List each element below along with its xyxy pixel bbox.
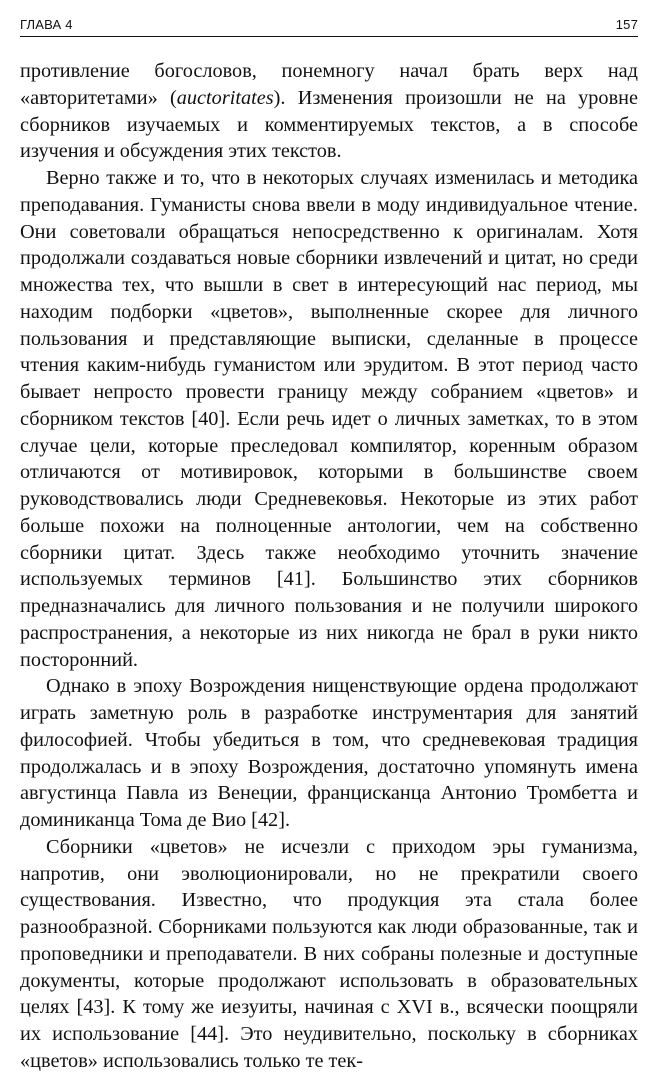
latin-term: auctoritates [176, 86, 274, 109]
paragraph-1-text-a: противление богословов, понемногу начал брать верх над «авторитетами» ( [20, 60, 638, 109]
paragraph-2: Верно также и то, что в некоторых случаях изменилась и методика преподавания. Гуманисты снова ввели в моду индивидуальное чтение. Они советовали обращаться непосредственно к оригиналам. Хотя продолжали создаваться новые сборники извлечений и цитат, но среди множества тех, что вышли в свет в интересующий нас период, мы находим подборки «цветов», выполненные скорее для личного пользования и представляющие выписки, сделанные в процессе чтения каким-нибудь гуманистом или эрудитом. В этот период часто бывает непросто провести границу между собранием «цветов» и сборником текстов [40]. Если речь идет о личных заметках, то в этом случае цели, которые преследовал компилятор, коренным образом отличаются от мотивировок, которыми в большинстве своем руководствовались люди Средневековья. Некоторые из этих работ больше похожи на полноценные антологии, чем на собственно сборники цитат. Здесь также необходимо уточнить значение используемых терминов [41]. Большинство этих сборников предназначались для личного пользования и не получили широкого распространения, а некоторые из них никогда не брал в руки никто посторонний. [20, 167, 638, 671]
paragraph-1 [20, 58, 638, 165]
body-text [20, 58, 638, 1075]
page-number: 157 [615, 17, 638, 32]
paragraph-3: Однако в эпоху Возрождения нищенствующие ордена продолжают играть заметную роль в разработке инструментария для занятий философией. Чтобы убедиться в том, что средневековая традиция продолжалась и в эпоху Возрождения, достаточно упомянуть имена августинца Павла из Венеции, францисканца Антонио Тромбетта и доминиканца Тома де Вио [42]. [20, 675, 638, 831]
running-head [20, 6, 638, 37]
chapter-title: ГЛАВА 4 [20, 17, 73, 32]
paragraph-1-text-b: ). Изменения произошли не на уровне сборников изучаемых и комментируемых текстов, а в способе изучения и обсуждения этих текстов. [20, 86, 639, 163]
paragraph-4: Сборники «цветов» не исчезли с приходом эры гуманизма, напротив, они эволюционировали, но не прекратили своего существования. Известно, что продукция эта стала более разнообразной. Сборниками пользуются как люди образованные, так и проповедники и преподаватели. В них собраны полезные и доступные документы, которые продолжают использовать в образовательных целях [43]. К тому же иезуиты, начиная с XVI в., всячески поощряли их использование [44]. Это неудивительно, поскольку в сборниках «цветов» использовались только те тек- [20, 835, 638, 1072]
